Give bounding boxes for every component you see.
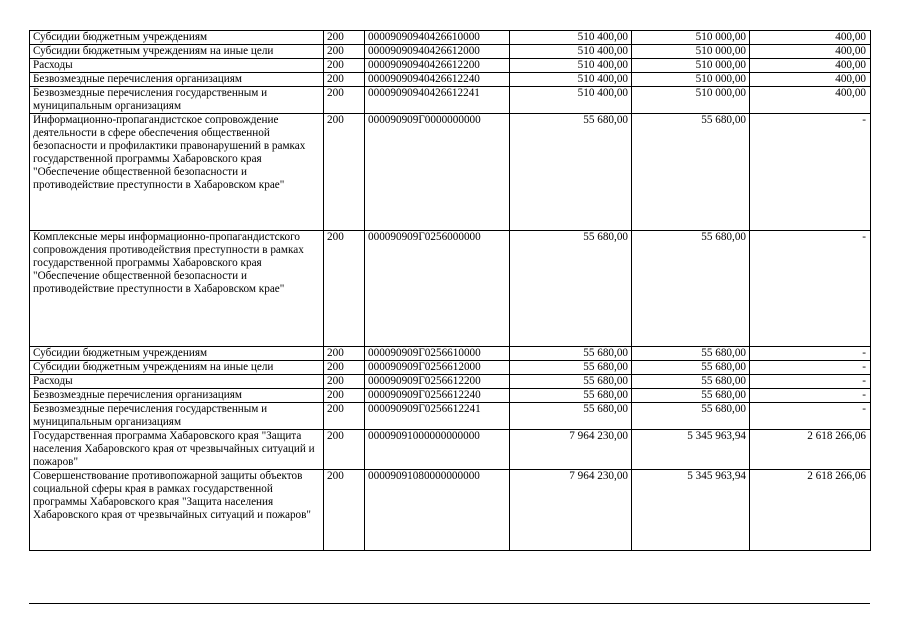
approved-amount: 55 680,00 [510, 403, 632, 430]
executed-amount: 55 680,00 [632, 375, 750, 389]
line-code: 200 [324, 31, 365, 45]
classification-code: 000090909Г0256612000 [365, 361, 510, 375]
executed-amount: 55 680,00 [632, 347, 750, 361]
classification-code: 00009091000000000000 [365, 430, 510, 470]
expense-name: Расходы [30, 375, 324, 389]
unexecuted-amount: - [750, 347, 871, 361]
unexecuted-amount: 400,00 [750, 45, 871, 59]
approved-amount: 7 964 230,00 [510, 430, 632, 470]
table-row [30, 73, 871, 87]
executed-amount: 55 680,00 [632, 231, 750, 347]
approved-amount: 7 964 230,00 [510, 470, 632, 551]
unexecuted-amount: - [750, 231, 871, 347]
line-code: 200 [324, 470, 365, 551]
classification-code: 000090909Г0256612200 [365, 375, 510, 389]
budget-report-page [29, 30, 870, 551]
executed-amount: 510 000,00 [632, 45, 750, 59]
unexecuted-amount: - [750, 403, 871, 430]
unexecuted-amount: 400,00 [750, 31, 871, 45]
executed-amount: 55 680,00 [632, 361, 750, 375]
expense-name: Безвозмездные перечисления организациям [30, 73, 324, 87]
expense-name: Субсидии бюджетным учреждениям на иные цели [30, 45, 324, 59]
unexecuted-amount: - [750, 114, 871, 231]
classification-code: 00009090940426610000 [365, 31, 510, 45]
unexecuted-amount: 400,00 [750, 73, 871, 87]
classification-code: 00009090940426612200 [365, 59, 510, 73]
table-bottom-border [29, 603, 870, 604]
classification-code: 000090909Г0256000000 [365, 231, 510, 347]
approved-amount: 55 680,00 [510, 389, 632, 403]
executed-amount: 510 000,00 [632, 73, 750, 87]
line-code: 200 [324, 361, 365, 375]
table-row [30, 470, 871, 551]
approved-amount: 55 680,00 [510, 347, 632, 361]
unexecuted-amount: 2 618 266,06 [750, 430, 871, 470]
classification-code: 000090909Г0256612240 [365, 389, 510, 403]
line-code: 200 [324, 231, 365, 347]
table-row [30, 389, 871, 403]
classification-code: 000090909Г0000000000 [365, 114, 510, 231]
unexecuted-amount: 2 618 266,06 [750, 470, 871, 551]
line-code: 200 [324, 73, 365, 87]
line-code: 200 [324, 347, 365, 361]
expense-name: Субсидии бюджетным учреждениям [30, 347, 324, 361]
line-code: 200 [324, 375, 365, 389]
approved-amount: 510 400,00 [510, 73, 632, 87]
expense-name: Совершенствование противопожарной защиты объектов социальной сферы края в рамках государственной программы Хабаровского края "Защита населения Хабаровского края от чрезвычайных ситуаций и пожаров" [30, 470, 324, 551]
executed-amount: 55 680,00 [632, 114, 750, 231]
approved-amount: 510 400,00 [510, 31, 632, 45]
expense-name: Государственная программа Хабаровского края "Защита населения Хабаровского края от чрезвычайных ситуаций и пожаров" [30, 430, 324, 470]
line-code: 200 [324, 114, 365, 231]
classification-code: 00009091080000000000 [365, 470, 510, 551]
approved-amount: 55 680,00 [510, 375, 632, 389]
line-code: 200 [324, 389, 365, 403]
table-row [30, 59, 871, 73]
expense-name: Субсидии бюджетным учреждениям на иные цели [30, 361, 324, 375]
executed-amount: 55 680,00 [632, 389, 750, 403]
unexecuted-amount: - [750, 375, 871, 389]
classification-code: 00009090940426612000 [365, 45, 510, 59]
table-row [30, 361, 871, 375]
table-row [30, 430, 871, 470]
expense-name: Безвозмездные перечисления государственным и муниципальным организациям [30, 403, 324, 430]
line-code: 200 [324, 45, 365, 59]
executed-amount: 55 680,00 [632, 403, 750, 430]
table-row [30, 87, 871, 114]
executed-amount: 510 000,00 [632, 87, 750, 114]
approved-amount: 55 680,00 [510, 361, 632, 375]
expense-name: Информационно-пропагандистское сопровождение деятельности в сфере обеспечения общественной безопасности и профилактики правонарушений в рамках государственной программы Хабаровского края "Обеспечение общественной безопасности и противодействие преступности в Хабаровском крае" [30, 114, 324, 231]
table-row [30, 31, 871, 45]
table-row [30, 403, 871, 430]
classification-code: 00009090940426612241 [365, 87, 510, 114]
expense-name: Безвозмездные перечисления организациям [30, 389, 324, 403]
unexecuted-amount: 400,00 [750, 59, 871, 73]
unexecuted-amount: - [750, 389, 871, 403]
table-row [30, 375, 871, 389]
unexecuted-amount: 400,00 [750, 87, 871, 114]
approved-amount: 510 400,00 [510, 87, 632, 114]
approved-amount: 510 400,00 [510, 59, 632, 73]
expense-name: Субсидии бюджетным учреждениям [30, 31, 324, 45]
line-code: 200 [324, 59, 365, 73]
classification-code: 00009090940426612240 [365, 73, 510, 87]
table-row [30, 114, 871, 231]
approved-amount: 55 680,00 [510, 231, 632, 347]
approved-amount: 55 680,00 [510, 114, 632, 231]
classification-code: 000090909Г0256612241 [365, 403, 510, 430]
expense-name: Расходы [30, 59, 324, 73]
table-row [30, 347, 871, 361]
classification-code: 000090909Г0256610000 [365, 347, 510, 361]
line-code: 200 [324, 430, 365, 470]
executed-amount: 510 000,00 [632, 59, 750, 73]
line-code: 200 [324, 403, 365, 430]
table-row [30, 231, 871, 347]
budget-execution-table [29, 30, 871, 551]
expense-name: Безвозмездные перечисления государственным и муниципальным организациям [30, 87, 324, 114]
approved-amount: 510 400,00 [510, 45, 632, 59]
unexecuted-amount: - [750, 361, 871, 375]
executed-amount: 5 345 963,94 [632, 470, 750, 551]
line-code: 200 [324, 87, 365, 114]
expense-name: Комплексные меры информационно-пропагандистского сопровождения противодействия преступности в рамках государственной программы Хабаровского края "Обеспечение общественной безопасности и противодействие преступности в Хабаровском крае" [30, 231, 324, 347]
table-row [30, 45, 871, 59]
executed-amount: 510 000,00 [632, 31, 750, 45]
executed-amount: 5 345 963,94 [632, 430, 750, 470]
